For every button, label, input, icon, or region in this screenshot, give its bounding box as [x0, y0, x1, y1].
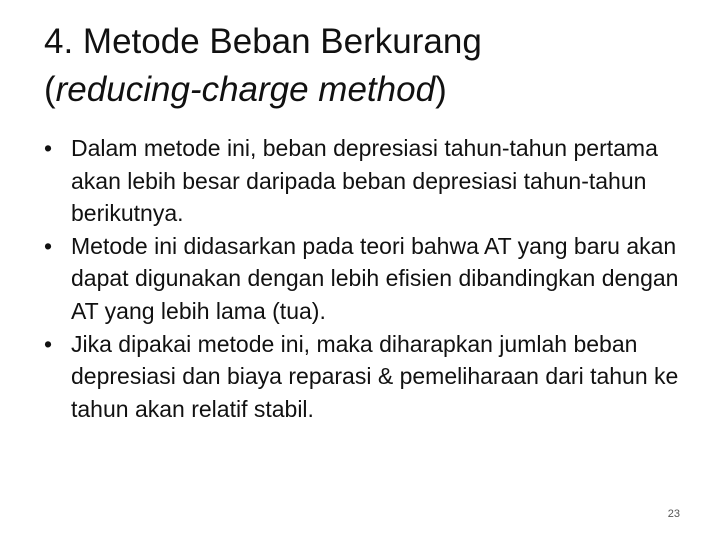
- page-number: 23: [667, 508, 680, 520]
- bullet-text: Dalam metode ini, beban depresiasi tahun-tahun pertama akan lebih besar daripada beban depresiasi tahun-tahun berikutnya.: [71, 135, 658, 227]
- title-line-1: 4. Metode Beban Berkurang: [44, 22, 482, 61]
- title-paren-open: (: [44, 70, 56, 109]
- bullet-item-2: [44, 230, 684, 328]
- title-paren-close: ): [435, 70, 447, 109]
- bullet-text: Jika dipakai metode ini, maka diharapkan jumlah beban depresiasi dan biaya reparasi & pemeliharaan dari tahun ke tahun akan relatif stabil.: [71, 330, 679, 422]
- bullet-list: [44, 132, 684, 425]
- title-line-2: [44, 66, 684, 114]
- bullet-icon: •: [44, 232, 53, 259]
- bullet-icon: •: [44, 135, 53, 161]
- bullet-text: Metode ini didasarkan pada teori bahwa AT yang baru akan dapat digunakan dengan lebih efisien dibandingkan dengan AT yang lebih lama (tua).: [71, 232, 679, 324]
- bullet-item-3: [44, 328, 684, 426]
- slide-title: [44, 18, 684, 114]
- bullet-item-1: [44, 132, 684, 230]
- title-italic-subtitle: reducing-charge method: [55, 70, 436, 109]
- bullet-icon: •: [44, 330, 53, 357]
